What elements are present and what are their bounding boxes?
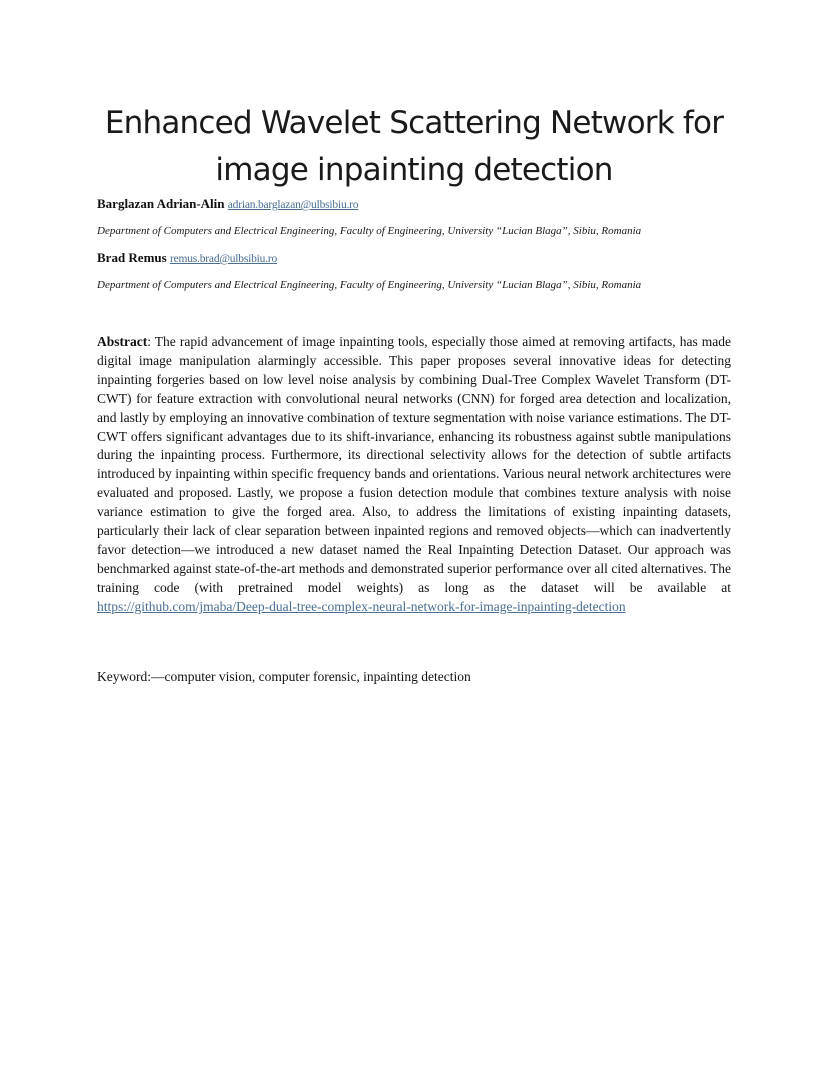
author-2 (97, 250, 277, 267)
author-2-name: Brad Remus (97, 250, 167, 265)
abstract (97, 333, 731, 617)
abstract-text: : The rapid advancement of image inpainting tools, especially those aimed at removing artifacts, has made digital image manipulation alarmingly accessible. This paper proposes several innovative ideas for detecting inpainting forgeries based on low level noise analysis by combining Dual-Tree Complex Wavelet Transform (DT-CWT) for feature extraction with convolutional neural networks (CNN) for forged area detection and localization, and lastly by employing an innovative combination of texture segmentation with noise variance estimations. The DT-CWT offers significant advantages due to its shift-invariance, enhancing its robustness against subtle manipulations during the inpainting process. Furthermore, its directional selectivity allows for the detection of subtle artifacts introduced by inpainting within specific frequency bands and orientations. Various neural network architectures were evaluated and proposed. Lastly, we propose a fusion detection module that combines texture analysis with noise variance estimation to give the forged area. Also, to address the limitations of existing inpainting datasets, particularly their lack of clear separation between inpainted regions and removed objects—which can inadvertently favor detection—we introduced a new dataset named the Real Inpainting Detection Dataset. Our approach was benchmarked against state-of-the-art methods and demonstrated superior performance over all cited alternatives. The training code (with pretrained model weights) as long as the dataset will be available at (97, 334, 731, 595)
paper-title (60, 100, 768, 194)
abstract-label: Abstract (97, 334, 148, 349)
author-1-email-link[interactable]: adrian.barglazan@ulbsibiu.ro (227, 199, 359, 211)
author-1-affiliation: Department of Computers and Electrical Engineering, Faculty of Engineering, University “Lucian Blaga”, Sibiu, Romania (97, 225, 642, 237)
author-1 (97, 196, 358, 213)
keywords: Keyword:—computer vision, computer forensic, inpainting detection (97, 669, 471, 684)
github-link[interactable]: https://github.com/jmaba/Deep-dual-tree-complex-neural-network-for-image-inpainting-detection (97, 598, 626, 614)
title-line-2: image inpainting detection (215, 152, 613, 188)
title-line-1: Enhanced Wavelet Scattering Network for (104, 105, 724, 141)
author-2-email-link[interactable]: remus.brad@ulbsibiu.ro (169, 253, 278, 265)
author-2-affiliation: Department of Computers and Electrical Engineering, Faculty of Engineering, University “Lucian Blaga”, Sibiu, Romania (97, 279, 642, 291)
author-1-name: Barglazan Adrian-Alin (97, 196, 225, 211)
